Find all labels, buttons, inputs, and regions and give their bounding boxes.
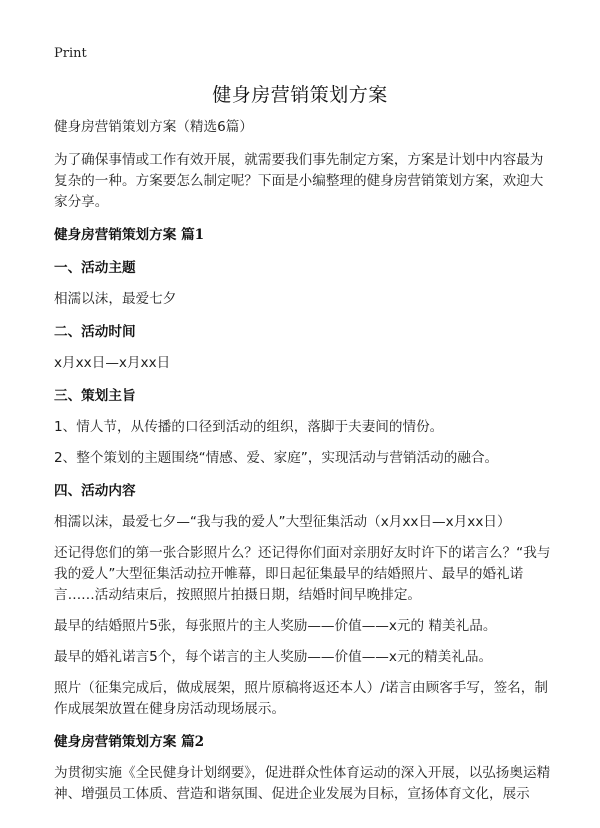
section-heading-1: 健身房营销策划方案 篇1 (54, 227, 205, 243)
document-title: 健身房营销策划方案 (212, 84, 388, 106)
section-heading-2: 健身房营销策划方案 篇2 (54, 734, 205, 750)
section2-paragraph-1: 为贯彻实施《全民健身计划纲要》，促进群众性体育运动的深入开展，以弘扬奥运精神、增强员工体质、营造和谐氛围、促进企业发展为目标，宣扬体育文化，展示 (54, 765, 551, 802)
subtitle: 健身房营销策划方案（精选6篇） (54, 119, 253, 135)
purpose-heading: 三、策划主旨 (54, 388, 136, 404)
content-paragraph-2: 还记得您们的第一张合影照片么？还记得你们面对亲朋好友时许下的诺言么？“我与我的爱人”大型征集活动拉开帷幕，即日起征集最早的结婚照片、最早的婚礼诺言……活动结束后，按照照片拍摄日期，结婚时间早晚排定。 (54, 545, 551, 603)
content-paragraph-1: 相濡以沫，最爱七夕—“我与我的爱人”大型征集活动（x月xx日—x月xx日） (54, 514, 511, 530)
purpose-item-2: 2、整个策划的主题围绕“情感、爱、家庭”，实现活动与营销活动的融合。 (54, 450, 499, 466)
theme-text: 相濡以沫，最爱七夕 (54, 291, 177, 307)
content-heading: 四、活动内容 (54, 483, 136, 499)
content-paragraph-3: 最早的结婚照片5张，每张照片的主人奖励——价值——x元的 精美礼品。 (54, 618, 497, 634)
theme-heading: 一、活动主题 (54, 260, 136, 276)
print-label: Print (54, 46, 87, 61)
document-body (54, 117, 551, 805)
purpose-item-1: 1、情人节，从传播的口径到活动的组织，落脚于夫妻间的情份。 (54, 419, 444, 435)
content-paragraph-5: 照片（征集完成后，做成展架，照片原稿将返还本人）/诺言由顾客手写，签名，制作成展架放置在健身房活动现场展示。 (54, 680, 548, 717)
time-text: x月xx日—x月xx日 (54, 355, 171, 371)
intro-paragraph: 为了确保事情或工作有效开展，就需要我们事先制定方案，方案是计划中内容最为复杂的一种。方案要怎么制定呢？下面是小编整理的健身房营销策划方案，欢迎大家分享。 (54, 152, 544, 210)
time-heading: 二、活动时间 (54, 324, 136, 340)
content-paragraph-4: 最早的婚礼诺言5个，每个诺言的主人奖励——价值——x元的精美礼品。 (54, 649, 493, 665)
